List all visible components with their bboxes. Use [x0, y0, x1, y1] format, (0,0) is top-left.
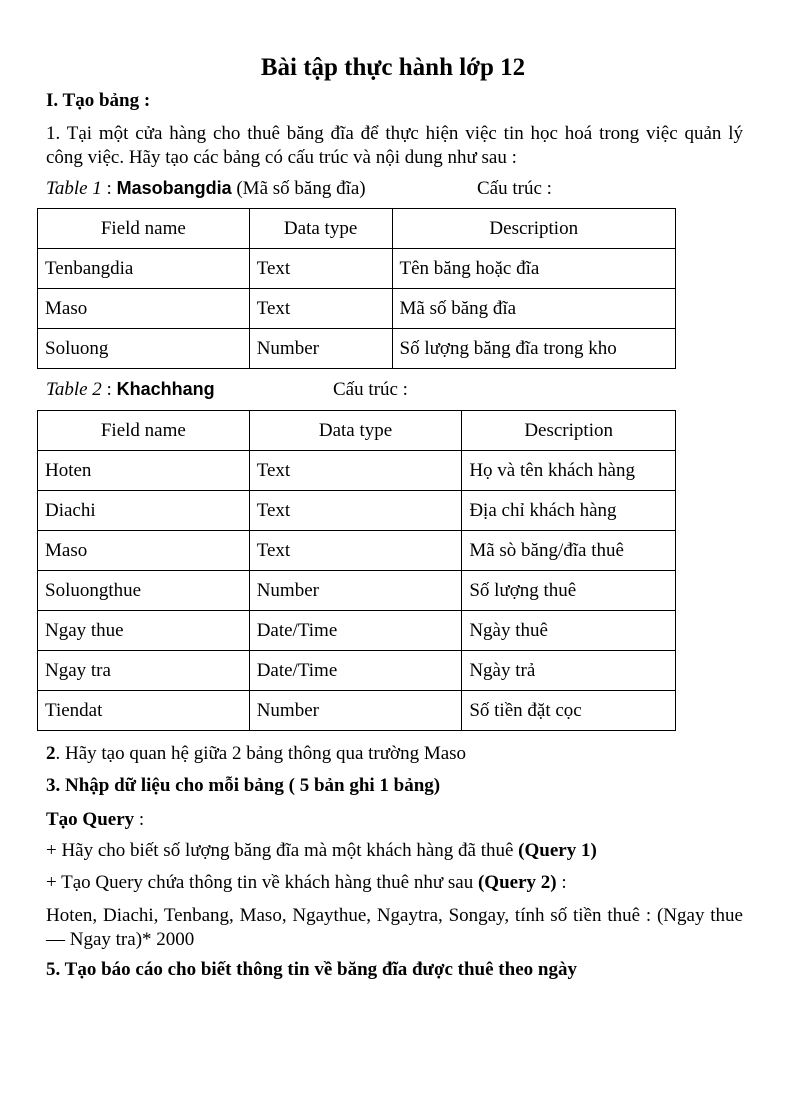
table-cell: Tiendat: [38, 691, 250, 731]
fields-paragraph: Hoten, Diachi, Tenbang, Maso, Ngaythue, Ngaytra, Songay, tính số tiền thuê : (Ngay thue — Ngay tra)* 2000: [46, 905, 743, 950]
table2: [37, 410, 676, 731]
table-row: [38, 571, 676, 611]
table-cell: Số lượng băng đĩa trong kho: [392, 329, 676, 369]
query2-label: (Query 2): [477, 872, 557, 893]
table-cell: Mã số băng đĩa: [392, 289, 676, 329]
table1-name: Masobangdia: [116, 178, 232, 198]
table-header-row: [38, 411, 676, 451]
section-heading: I. Tạo bảng :: [46, 90, 151, 111]
table-cell: Maso: [38, 289, 250, 329]
table2-label: Table 2: [46, 379, 102, 400]
table2-caption: [46, 379, 215, 401]
table-row: [38, 651, 676, 691]
table-row: [38, 611, 676, 651]
page-title: Bài tập thực hành lớp 12: [260, 54, 526, 81]
column-header: Data type: [249, 209, 392, 249]
query2-tail: :: [556, 872, 567, 893]
table-cell: Text: [249, 289, 392, 329]
table-cell: Number: [249, 571, 462, 611]
table-row: [38, 289, 676, 329]
query2-line: [46, 872, 567, 894]
table2-struct-label: Cấu trúc :: [333, 379, 408, 400]
query1-label: (Query 1): [518, 840, 597, 861]
table-cell: Tenbangdia: [38, 249, 250, 289]
table-cell: Tên băng hoặc đĩa: [392, 249, 676, 289]
table1-desc: (Mã số băng đĩa): [231, 178, 366, 199]
table-cell: Diachi: [38, 491, 250, 531]
table-row: [38, 249, 676, 289]
query-heading-text: Tạo Query: [46, 809, 135, 830]
table-cell: Maso: [38, 531, 250, 571]
query1-line: [46, 840, 597, 862]
query-heading-colon: :: [134, 809, 145, 830]
table-cell: Text: [249, 531, 462, 571]
table-cell: Text: [249, 249, 392, 289]
table-cell: Mã sò băng/đĩa thuê: [462, 531, 676, 571]
column-header: Field name: [38, 209, 250, 249]
table-row: [38, 491, 676, 531]
intro-paragraph: 1. Tại một cửa hàng cho thuê băng đĩa để thực hiện việc tin học hoá trong việc quản lý công việc. Hãy tạo các bảng có cấu trúc và nội dung như sau :: [46, 123, 743, 168]
table-cell: Soluongthue: [38, 571, 250, 611]
table-cell: Số tiền đặt cọc: [462, 691, 676, 731]
table-cell: Họ và tên khách hàng: [462, 451, 676, 491]
item2: [46, 743, 466, 765]
column-header: Description: [392, 209, 676, 249]
table-header-row: [38, 209, 676, 249]
table-cell: Số lượng thuê: [462, 571, 676, 611]
table-row: [38, 329, 676, 369]
item5: 5. Tạo báo cáo cho biết thông tin về băng đĩa được thuê theo ngày: [46, 959, 577, 980]
column-header: Field name: [38, 411, 250, 451]
table-cell: Ngay thue: [38, 611, 250, 651]
table1-caption: [46, 178, 366, 200]
table-cell: Ngay tra: [38, 651, 250, 691]
table-cell: Date/Time: [249, 651, 462, 691]
table-cell: Hoten: [38, 451, 250, 491]
item2-text: . Hãy tạo quan hệ giữa 2 bảng thông qua trường Maso: [55, 743, 467, 764]
table-cell: Địa chỉ khách hàng: [462, 491, 676, 531]
table-cell: Number: [249, 329, 392, 369]
table1-sep: :: [101, 178, 117, 199]
table-row: [38, 691, 676, 731]
table1-struct-label: Cấu trúc :: [477, 178, 552, 199]
query1-text: + Hãy cho biết số lượng băng đĩa mà một khách hàng đã thuê: [46, 840, 519, 861]
table-cell: Date/Time: [249, 611, 462, 651]
column-header: Description: [462, 411, 676, 451]
table-row: [38, 531, 676, 571]
column-header: Data type: [249, 411, 462, 451]
table1: [37, 208, 676, 369]
table-cell: Text: [249, 451, 462, 491]
table-cell: Soluong: [38, 329, 250, 369]
table2-sep: :: [101, 379, 117, 400]
item2-number: 2: [46, 743, 56, 764]
table-row: [38, 451, 676, 491]
table1-label: Table 1: [46, 178, 102, 199]
query-heading: [46, 809, 144, 831]
table2-name: Khachhang: [116, 379, 215, 399]
table-cell: Ngày thuê: [462, 611, 676, 651]
table-cell: Ngày trả: [462, 651, 676, 691]
query2-text: + Tạo Query chứa thông tin về khách hàng thuê như sau: [46, 872, 478, 893]
table-cell: Number: [249, 691, 462, 731]
item3: 3. Nhập dữ liệu cho mỗi bảng ( 5 bản ghi 1 bảng): [46, 775, 441, 796]
table-cell: Text: [249, 491, 462, 531]
